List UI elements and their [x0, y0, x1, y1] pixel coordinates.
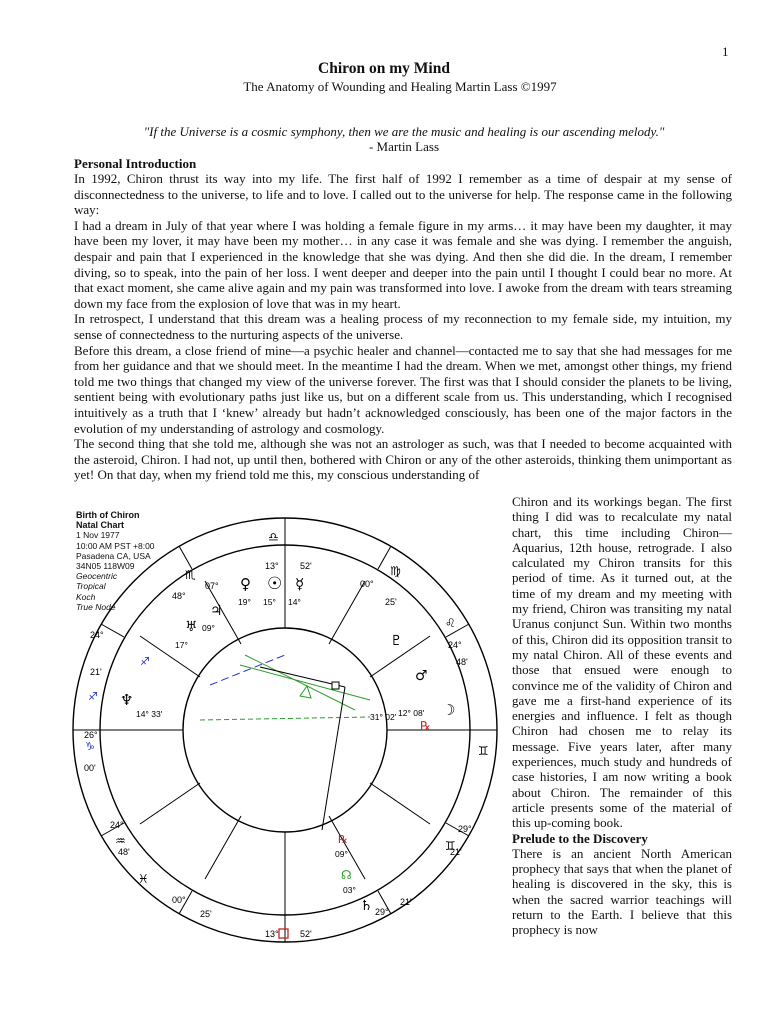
aspect-triangle-marker: [300, 686, 311, 698]
scorpio-icon: ♏: [185, 568, 196, 582]
page-number: 1: [722, 44, 729, 59]
cusp-label: 26°: [84, 730, 98, 740]
planet-degree-label: 14°: [288, 597, 301, 607]
retrograde-icon: ℞: [338, 833, 348, 846]
chart-legend-subtitle: Natal Chart: [76, 520, 125, 531]
chart-legend-node: True Node: [76, 601, 116, 612]
cusp-label: 24°: [448, 640, 462, 650]
pisces-icon: ♓: [138, 872, 149, 886]
sagittarius-icon: ♐: [140, 655, 150, 668]
cusp-label: 00': [84, 763, 96, 773]
section-heading-personal-introduction: Personal Introduction: [74, 156, 197, 171]
paragraph: Chiron and its workings began. The first thing I did was to recalculate my natal chart, this time including Chiron—Aquarius, 12th house, retrograde. I also calculated my Chiron transits for this period of time. As it turned out, at the time of my dream and my meeting with my friend, Chiron was transiting my natal Uranus conjunct Sun. Within two months of this, Chiron did its opposition transit to my natal Chiron. All of these events and those that ensued were enough to convince me of the validity of Chiron and gave me a first-hand experience of its energies and influence. I felt as though Chiron had chosen me to relay its message. Five years later, after many experiences, much study and hundreds of case histories, I am now writing a book about Chiron. The remainder of this article presents some of the material of this up-coming book.: [512, 494, 732, 831]
planet-degree-label: 31° 02': [370, 712, 397, 722]
sun-icon: ☉: [267, 574, 283, 594]
capricorn-icon: ♑: [85, 740, 95, 753]
chart-legend-coords: 34N05 118W09: [76, 561, 135, 572]
paragraph: In 1992, Chiron thrust its way into my life. The first half of 1992 I remember as a time of despair at my sense of disconnectedness to the universe, to life and to love. I called out to the universe for help. The response came in the following way:: [74, 171, 732, 218]
cusp-label: 21': [400, 897, 412, 907]
neptune-icon: ♆: [120, 691, 134, 709]
chart-legend-place: Pasadena CA, USA: [76, 550, 151, 561]
planet-degree-label: 17°: [175, 640, 188, 650]
saturn-icon: ♄: [360, 898, 373, 914]
cusp-label: 29°: [375, 907, 389, 917]
chart-legend-date: 1 Nov 1977: [76, 530, 120, 541]
mars-icon: ♂: [415, 668, 428, 684]
cusp-label: 25': [385, 597, 397, 607]
paragraph: Before this dream, a close friend of mine—a psychic healer and channel—contacted me to say that she had messages for me from her guidance and that we should meet. In the meantime I had the dream. When we met, amongst other things, my friend told me two things that changed my view of the universe forever. The first was that I should consider the planets to be living, sentient being with evolutionary paths just like us, but on a different scale from us. This understanding, which I recognised intuitively as a truth that I ‘knew’ already but hadn’t acknowledged consciously, has been one of the major factors in the evolution of my understanding of astrology and cosmology.: [74, 342, 732, 436]
sagittarius-sign-icon: ♐: [88, 690, 98, 703]
epigraph-quote: "If the Universe is a cosmic symphony, then we are the music and healing is our ascending melody.": [143, 124, 665, 139]
cusp-label: 52': [300, 929, 312, 939]
venus-icon: ♀: [240, 575, 251, 593]
jupiter-icon: ♃: [210, 603, 223, 619]
paragraph: In retrospect, I understand that this dream was a healing process of my reconnection to my female side, my intuition, my sense of connectedness to the nurturing aspects of the universe.: [74, 311, 732, 342]
cusp-label: 00°: [172, 895, 186, 905]
cusp-label: 00°: [360, 579, 374, 589]
paragraph: The second thing that she told me, although she was not an astrologer as such, was that I needed to become acquainted with the asteroid, Chiron. I had not, up until then, bothered with Chiron or any of the other asteroids, thinking them unimportant as yet! On that day, when my friend told me this, my conscious understanding of: [74, 436, 732, 483]
chart-legend-time: 10:00 AM PST +8:00: [76, 540, 155, 551]
cusp-label: 25': [200, 909, 212, 919]
paragraph: There is an ancient North American prophecy that says that when the planet of healing is discovered in the sky, this is when the sacred warrior teachings will return to the Earth. I believe that this prophecy is now: [512, 845, 732, 938]
mercury-icon: ☿: [295, 575, 305, 593]
uranus-icon: ♅: [185, 619, 198, 635]
chart-legend-zodiac: Geocentric: [76, 571, 118, 582]
chart-legend-title: Birth of Chiron: [76, 510, 140, 520]
planet-degree-label: 15°: [263, 597, 276, 607]
paragraph: I had a dream in July of that year where I was holding a female figure in my arms… it may have been my daughter, it may have been my lover, it may have been my mother… in any case it was female and she was dying. I remember the anguish, despair and pain that I experienced in the knowledge that she was dying. And then she did die. In the dream, I remember diving, so to speak, into the pain of her loss. I went deeper and deeper into the pain until I thought I could bear no more. At that exact moment, she came alive again and my pain was transformed into love. I awoke from the dream with tears streaming down my face from the explosion of love that was in my heart.: [74, 217, 732, 311]
planet-degree-label: 12° 08': [398, 708, 425, 718]
planet-degree-label: 09°: [202, 623, 215, 633]
cusp-label: 48': [118, 847, 130, 857]
cusp-label: 29°: [458, 824, 472, 834]
cusp-label: 21': [450, 847, 462, 857]
body-text: [74, 171, 732, 483]
cusp-label: 48': [456, 657, 468, 667]
node-icon: ☊: [341, 868, 352, 882]
cusp-label: 13°: [265, 561, 279, 571]
page-subtitle: The Anatomy of Wounding and Healing Martin Lass ©1997: [243, 79, 557, 94]
pluto-icon: ♇: [390, 633, 403, 649]
chiron-retrograde-icon: ℞: [420, 719, 431, 733]
aspect-lines: [200, 655, 370, 830]
chart-legend: [76, 510, 155, 612]
cusp-label: 21': [90, 667, 102, 677]
gemini-icon: ♊: [478, 744, 489, 758]
mc-square-marker: [279, 929, 288, 938]
section-heading-prelude: Prelude to the Discovery: [512, 830, 648, 846]
cusp-label: 13°: [265, 929, 279, 939]
virgo-icon: ♍: [390, 564, 401, 578]
planet-degree-label: 19°: [238, 597, 251, 607]
cusp-label: 52': [300, 561, 312, 571]
epigraph-attribution: - Martin Lass: [368, 139, 440, 154]
cusp-label: 24°: [90, 630, 104, 640]
libra-icon: ♎: [268, 530, 279, 544]
planet-degree-label: 14° 33': [136, 709, 163, 719]
page-title: Chiron on my Mind: [318, 60, 450, 77]
cusp-label: 07°: [205, 581, 219, 591]
house-inner-circle: [183, 628, 387, 832]
aspect-square-marker: [332, 682, 339, 689]
house-cusp-lines: [100, 545, 470, 915]
moon-icon: ☽: [442, 701, 456, 719]
chart-legend-system: Tropical: [76, 581, 106, 592]
leo-icon: ♌: [445, 616, 456, 630]
planet-degree-label: 03°: [343, 885, 356, 895]
planet-degree-label: 09°: [335, 849, 348, 859]
cusp-label: 24°: [110, 820, 124, 830]
chart-legend-houses: Koch: [76, 591, 96, 602]
cusp-label: 48°: [172, 591, 186, 601]
aquarius-icon: ♒: [115, 834, 126, 848]
side-column: [512, 494, 732, 938]
gemini-sign-icon: ♊: [445, 839, 456, 853]
